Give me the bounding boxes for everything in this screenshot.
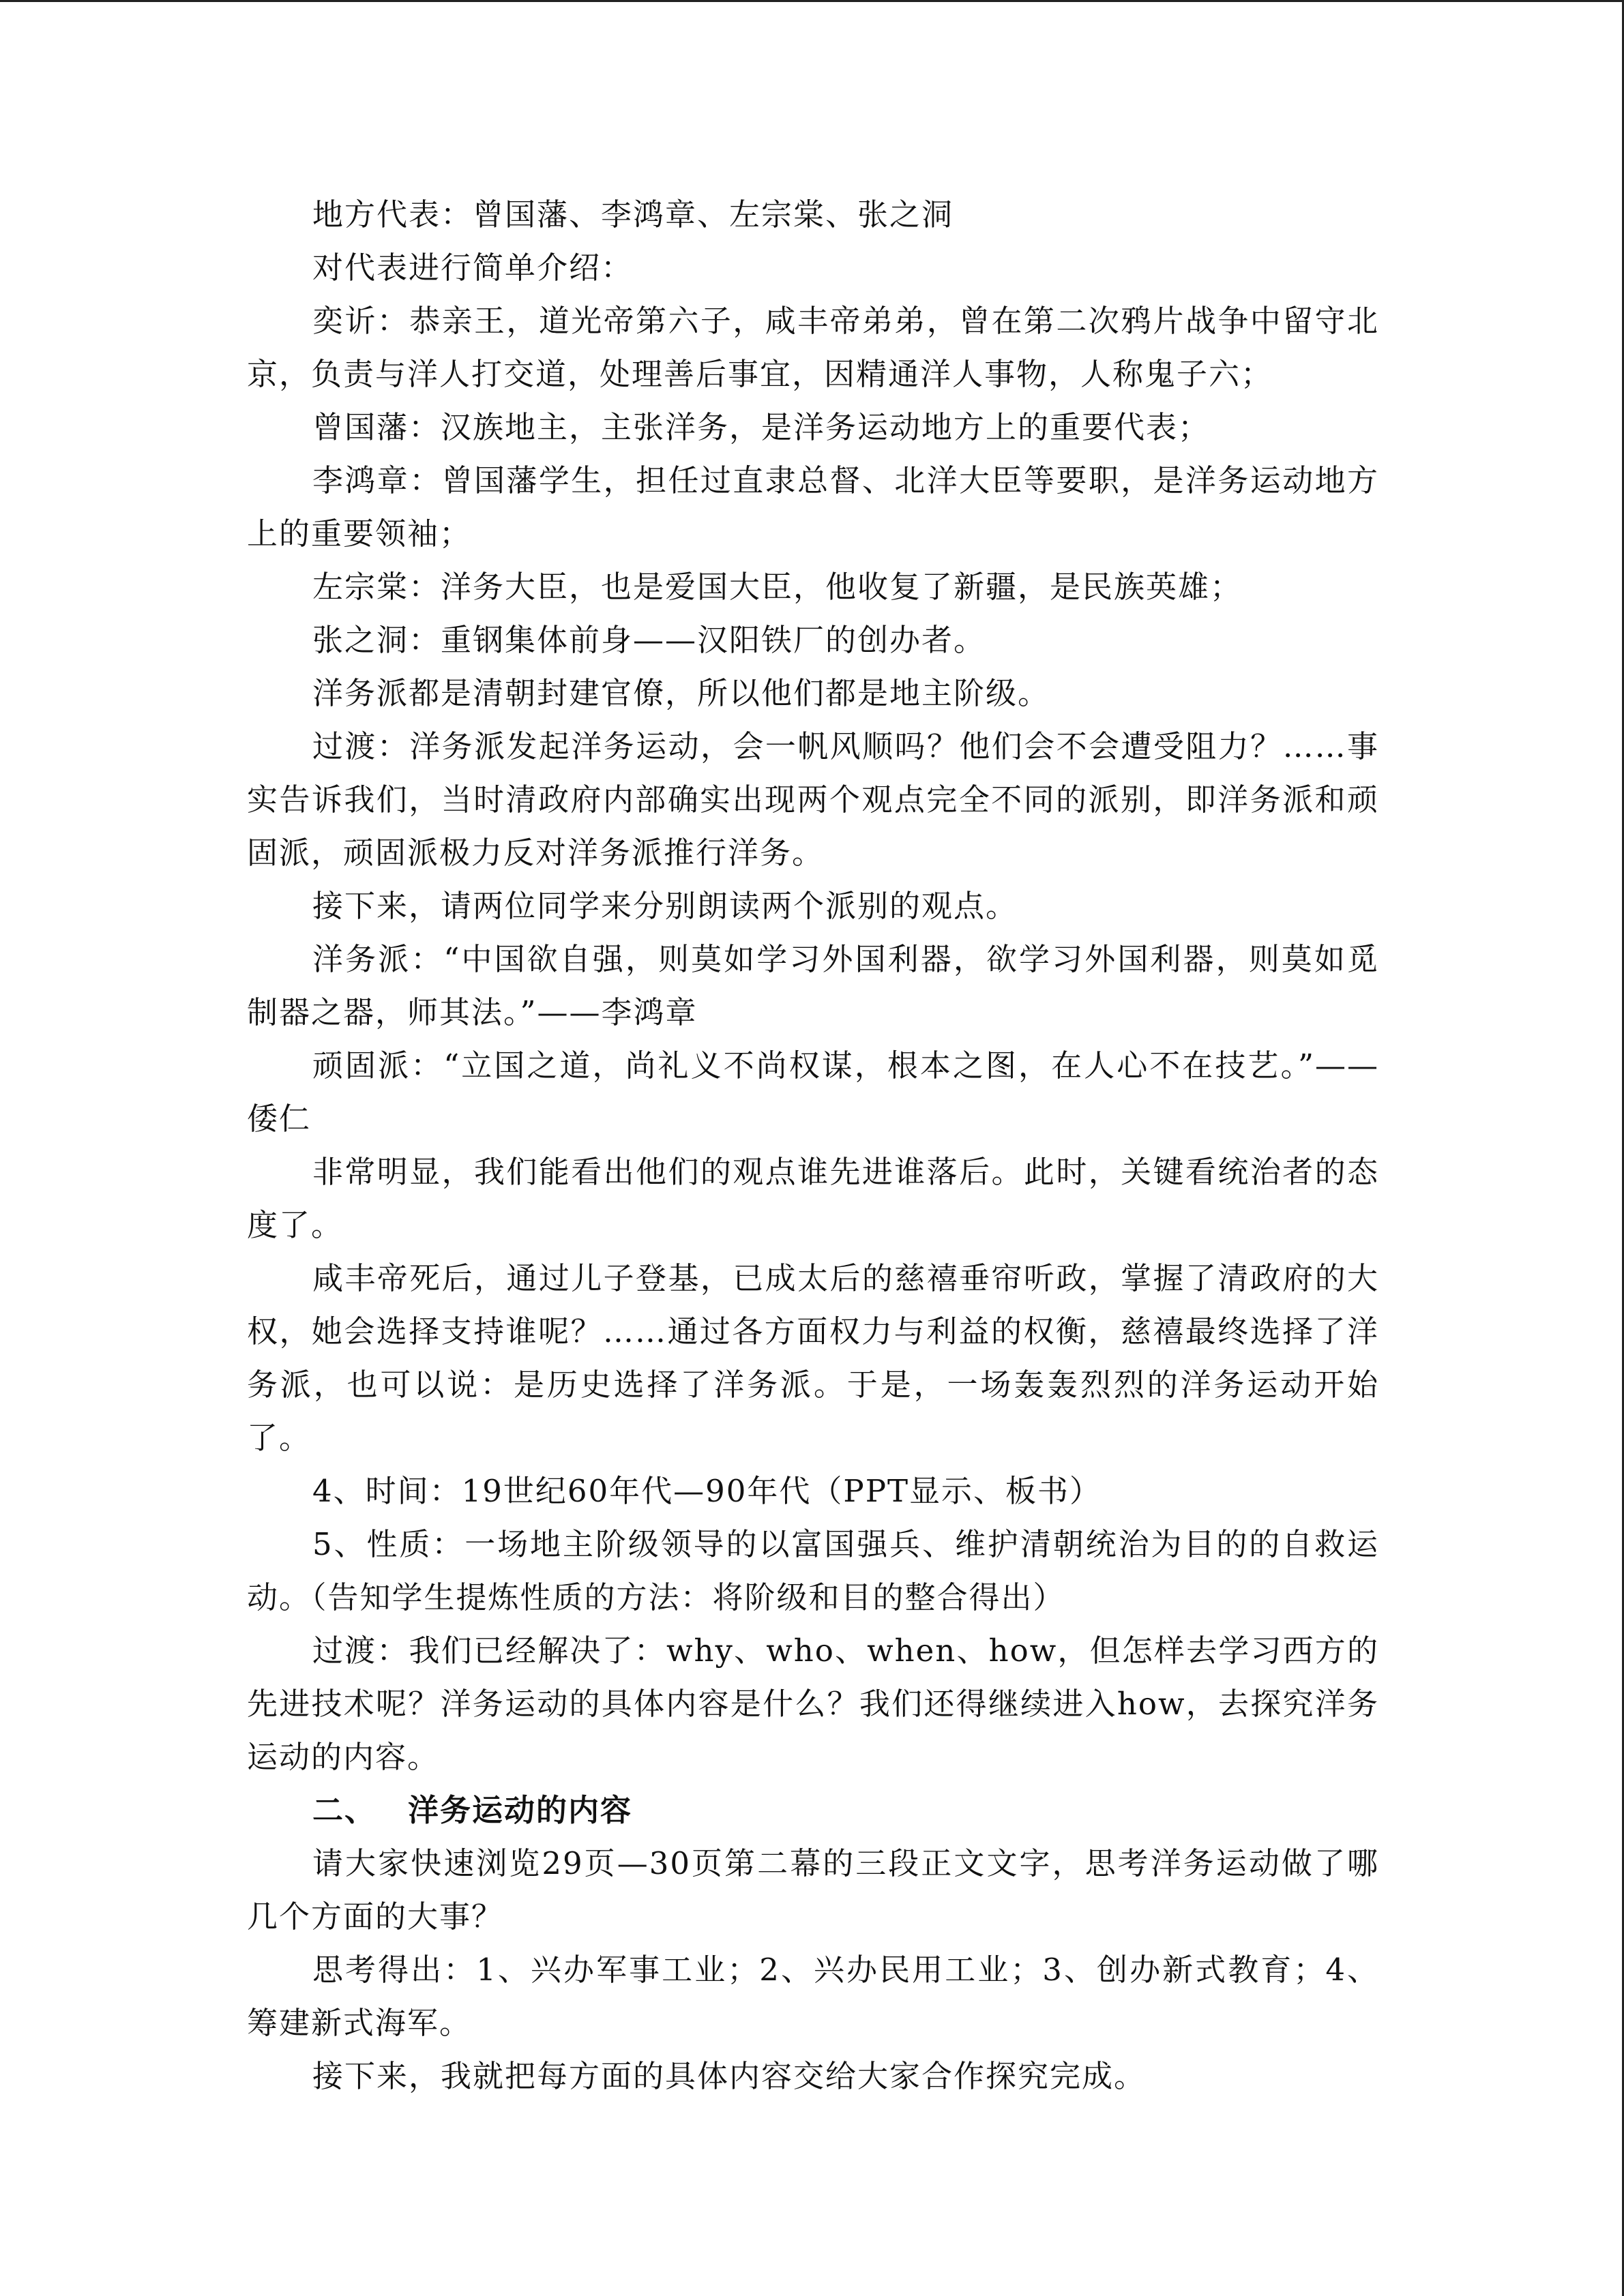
paragraph-landlord-class: 洋务派都是清朝封建官僚，所以他们都是地主阶级。 bbox=[312, 675, 1050, 711]
document-body bbox=[247, 188, 1379, 2103]
paragraph-time: 4、时间：19世纪60年代—90年代（PPT显示、板书） bbox=[312, 1473, 1102, 1509]
paragraph-zhang-zhidong: 张之洞：重钢集体前身——汉阳铁厂的创办者。 bbox=[312, 622, 986, 658]
paragraph-li-hongzhang: 李鸿章：曾国藩学生，担任过直隶总督、北洋大臣等要职，是洋务运动地方上的重要领袖； bbox=[247, 462, 1379, 552]
section-heading-title: 洋务运动的内容 bbox=[408, 1792, 633, 1828]
paragraph-intro-representatives: 对代表进行简单介绍： bbox=[312, 250, 634, 286]
paragraph-cixi-choice: 咸丰帝死后，通过儿子登基，已成太后的慈禧垂帘听政，掌握了清政府的大权，她会选择支持谁呢？……通过各方面权力与利益的权衡，慈禧最终选择了洋务派，也可以说：是历史选择了洋务派。于是，一场轰轰烈烈的洋务运动开始了。 bbox=[247, 1260, 1379, 1456]
paragraph-conclusions: 思考得出：1、兴办军事工业；2、兴办民用工业；3、创办新式教育；4、筹建新式海军。 bbox=[247, 1952, 1379, 2041]
paragraph-yixin: 奕䜣：恭亲王，道光帝第六子，咸丰帝弟弟，曾在第二次鸦片战争中留守北京，负责与洋人打交道，处理善后事宜，因精通洋人事物，人称鬼子六； bbox=[247, 303, 1379, 392]
paragraph-ruler-attitude: 非常明显，我们能看出他们的观点谁先进谁落后。此时，关键看统治者的态度了。 bbox=[247, 1154, 1379, 1243]
paragraph-zuo-zongtang: 左宗棠：洋务大臣，也是爱国大臣，他收复了新疆，是民族英雄； bbox=[312, 569, 1243, 605]
paragraph-local-representatives: 地方代表：曾国藩、李鸿章、左宗棠、张之洞 bbox=[312, 196, 954, 233]
paragraph-group-inquiry: 接下来，我就把每方面的具体内容交给大家合作探究完成。 bbox=[312, 2058, 1147, 2094]
paragraph-nature: 5、性质：一场地主阶级领导的以富国强兵、维护清朝统治为目的的自救运动。（告知学生提炼性质的方法：将阶级和目的整合得出） bbox=[247, 1526, 1379, 1615]
paragraph-westernization-view: 洋务派：“中国欲自强，则莫如学习外国利器，欲学习外国利器，则莫如觅制器之器，师其法。”——李鸿章 bbox=[247, 941, 1379, 1030]
paragraph-zeng-guofan: 曾国藩：汉族地主，主张洋务，是洋务运动地方上的重要代表； bbox=[312, 409, 1211, 445]
paragraph-conservative-view: 顽固派：“立国之道，尚礼义不尚权谋，根本之图，在人心不在技艺。”——倭仁 bbox=[247, 1047, 1379, 1137]
paragraph-browse-pages: 请大家快速浏览29页—30页第二幕的三段正文文字，思考洋务运动做了哪几个方面的大事？ bbox=[247, 1845, 1379, 1935]
paragraph-transition-factions: 过渡：洋务派发起洋务运动，会一帆风顺吗？他们会不会遭受阻力？……事实告诉我们，当时清政府内部确实出现两个观点完全不同的派别，即洋务派和顽固派，顽固派极力反对洋务派推行洋务。 bbox=[247, 728, 1379, 871]
section-heading bbox=[247, 1784, 1379, 1837]
paragraph-read-views: 接下来，请两位同学来分别朗读两个派别的观点。 bbox=[312, 888, 1018, 924]
section-heading-number: 二、 bbox=[312, 1792, 377, 1828]
paragraph-transition-content: 过渡：我们已经解决了：why、who、when、how，但怎样去学习西方的先进技术呢？洋务运动的具体内容是什么？我们还得继续进入how，去探究洋务运动的内容。 bbox=[247, 1632, 1379, 1775]
